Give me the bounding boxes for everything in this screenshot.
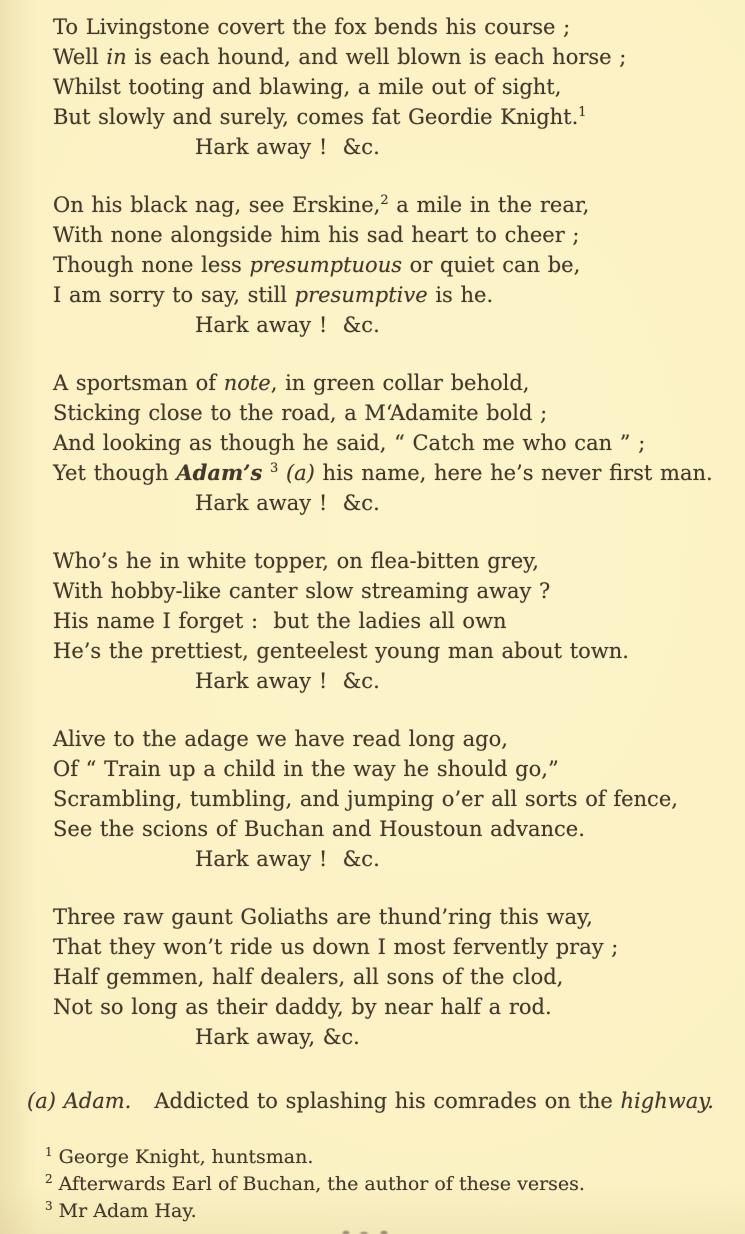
stanza [53, 724, 729, 874]
text-segment: Half gemmen, half dealers, all sons of the clod, [53, 965, 564, 989]
footnote-marker: 1 [45, 1144, 53, 1159]
text-segment: Sticking close to the road, a M‘Adamite bold ; [53, 401, 548, 425]
text-segment: But slowly and surely, comes fat Geordie Knight. [53, 105, 579, 129]
text-segment: Though none less [53, 253, 250, 277]
footnote-marker: 3 [45, 1198, 53, 1213]
refrain-line: Hark away ! &c. [195, 491, 380, 515]
verse-line [53, 42, 729, 72]
footnote-reference: 1 [578, 105, 587, 120]
text-segment: That they won’t ride us down I most fervently pray ; [53, 935, 619, 959]
text-segment: highway. [620, 1089, 714, 1113]
stanza [53, 12, 729, 162]
text-segment: Not so long as their daddy, by near half a rod. [53, 995, 552, 1019]
text-segment: a mile in the rear, [388, 193, 590, 217]
stanza [53, 546, 729, 696]
text-segment: With hobby-like canter slow streaming away ? [53, 579, 551, 603]
verse-line [53, 992, 729, 1022]
verse-line [53, 280, 729, 310]
verse-line [53, 784, 729, 814]
verse-line [53, 220, 729, 250]
verse-line [53, 814, 729, 844]
verse-line [53, 398, 729, 428]
verse-line [53, 962, 729, 992]
footnote-text: Afterwards Earl of Buchan, the author of these verses. [58, 1173, 585, 1195]
refrain-line: Hark away, &c. [195, 1025, 360, 1049]
text-segment: note [223, 371, 271, 395]
footnote-text: George Knight, huntsman. [58, 1146, 314, 1168]
text-segment: And looking as though he said, “ Catch me who can ” ; [53, 431, 646, 455]
footnote-text: Mr Adam Hay. [58, 1200, 197, 1222]
text-segment: Of “ Train up a child in the way he should go,” [53, 757, 559, 781]
refrain-line: Hark away ! &c. [195, 135, 380, 159]
text-segment: , in green collar behold, [270, 371, 530, 395]
verse-line [53, 546, 729, 576]
text-segment: I am sorry to say, still [53, 283, 295, 307]
verse-line [53, 902, 729, 932]
page-number-partial [338, 1228, 400, 1234]
text-segment: Alive to the adage we have read long ago, [53, 727, 508, 751]
text-segment: On his black nag, see Erskine, [53, 193, 381, 217]
text-segment: Yet though [53, 461, 177, 485]
text-segment: Scrambling, tumbling, and jumping o’er all sorts of fence, [53, 787, 678, 811]
verse-line [53, 636, 729, 666]
verse-line [53, 368, 729, 398]
stanza [53, 190, 729, 340]
verse-line [53, 190, 729, 220]
annotation-note [27, 1086, 729, 1116]
text-segment: presumptuous [249, 253, 402, 277]
text-segment: He’s the prettiest, genteelest young man about town. [53, 639, 629, 663]
footnotes [45, 1144, 729, 1225]
text-segment: presumptive [294, 283, 428, 307]
footnote-marker: 2 [45, 1171, 53, 1186]
verse-line [53, 12, 729, 42]
verse-line [53, 754, 729, 784]
verse-line [53, 932, 729, 962]
text-segment: Who’s he in white topper, on flea-bitten grey, [53, 549, 539, 573]
verse-line [53, 102, 729, 132]
verse-line [53, 428, 729, 458]
verse-line [53, 724, 729, 754]
text-segment: His name I forget : but the ladies all own [53, 609, 507, 633]
text-segment: is each hound, and well blown is each horse ; [126, 45, 627, 69]
text-segment: To Livingstone covert the fox bends his course ; [53, 15, 571, 39]
refrain-line: Hark away ! &c. [195, 669, 380, 693]
footnote [45, 1144, 729, 1171]
refrain-line: Hark away ! &c. [195, 847, 380, 871]
text-segment: Whilst tooting and blawing, a mile out of sight, [53, 75, 562, 99]
text-segment: Well [53, 45, 107, 69]
text-segment [262, 461, 270, 485]
page-content [27, 12, 729, 1225]
footnote [45, 1198, 729, 1225]
text-segment: With none alongside him his sad heart to cheer ; [53, 223, 580, 247]
refrain-line: Hark away ! &c. [195, 313, 380, 337]
text-segment: See the scions of Buchan and Houstoun advance. [53, 817, 585, 841]
verse-line [53, 576, 729, 606]
text-segment: (a) [27, 1089, 64, 1113]
verse-line [53, 250, 729, 280]
footnote-reference: 3 [270, 461, 279, 476]
stanza [53, 902, 729, 1052]
text-segment: his name, here he’s never first man. [314, 461, 713, 485]
text-segment [278, 461, 286, 485]
footnote [45, 1171, 729, 1198]
text-segment: (a) [285, 461, 315, 485]
verse-line [53, 606, 729, 636]
text-segment: Addicted to splashing his comrades on the [131, 1089, 621, 1113]
text-segment: in [106, 45, 127, 69]
verse-line [53, 72, 729, 102]
text-segment: is he. [427, 283, 494, 307]
footnote-reference: 2 [380, 193, 389, 208]
text-segment: Three raw gaunt Goliaths are thund’ring this way, [53, 905, 593, 929]
text-segment: A sportsman of [53, 371, 224, 395]
text-segment: Adam’s [176, 460, 263, 485]
text-segment: Adam. [63, 1089, 132, 1113]
text-segment: or quiet can be, [402, 253, 581, 277]
stanza [53, 368, 729, 518]
verse-line [53, 458, 729, 488]
poem [53, 12, 729, 1052]
